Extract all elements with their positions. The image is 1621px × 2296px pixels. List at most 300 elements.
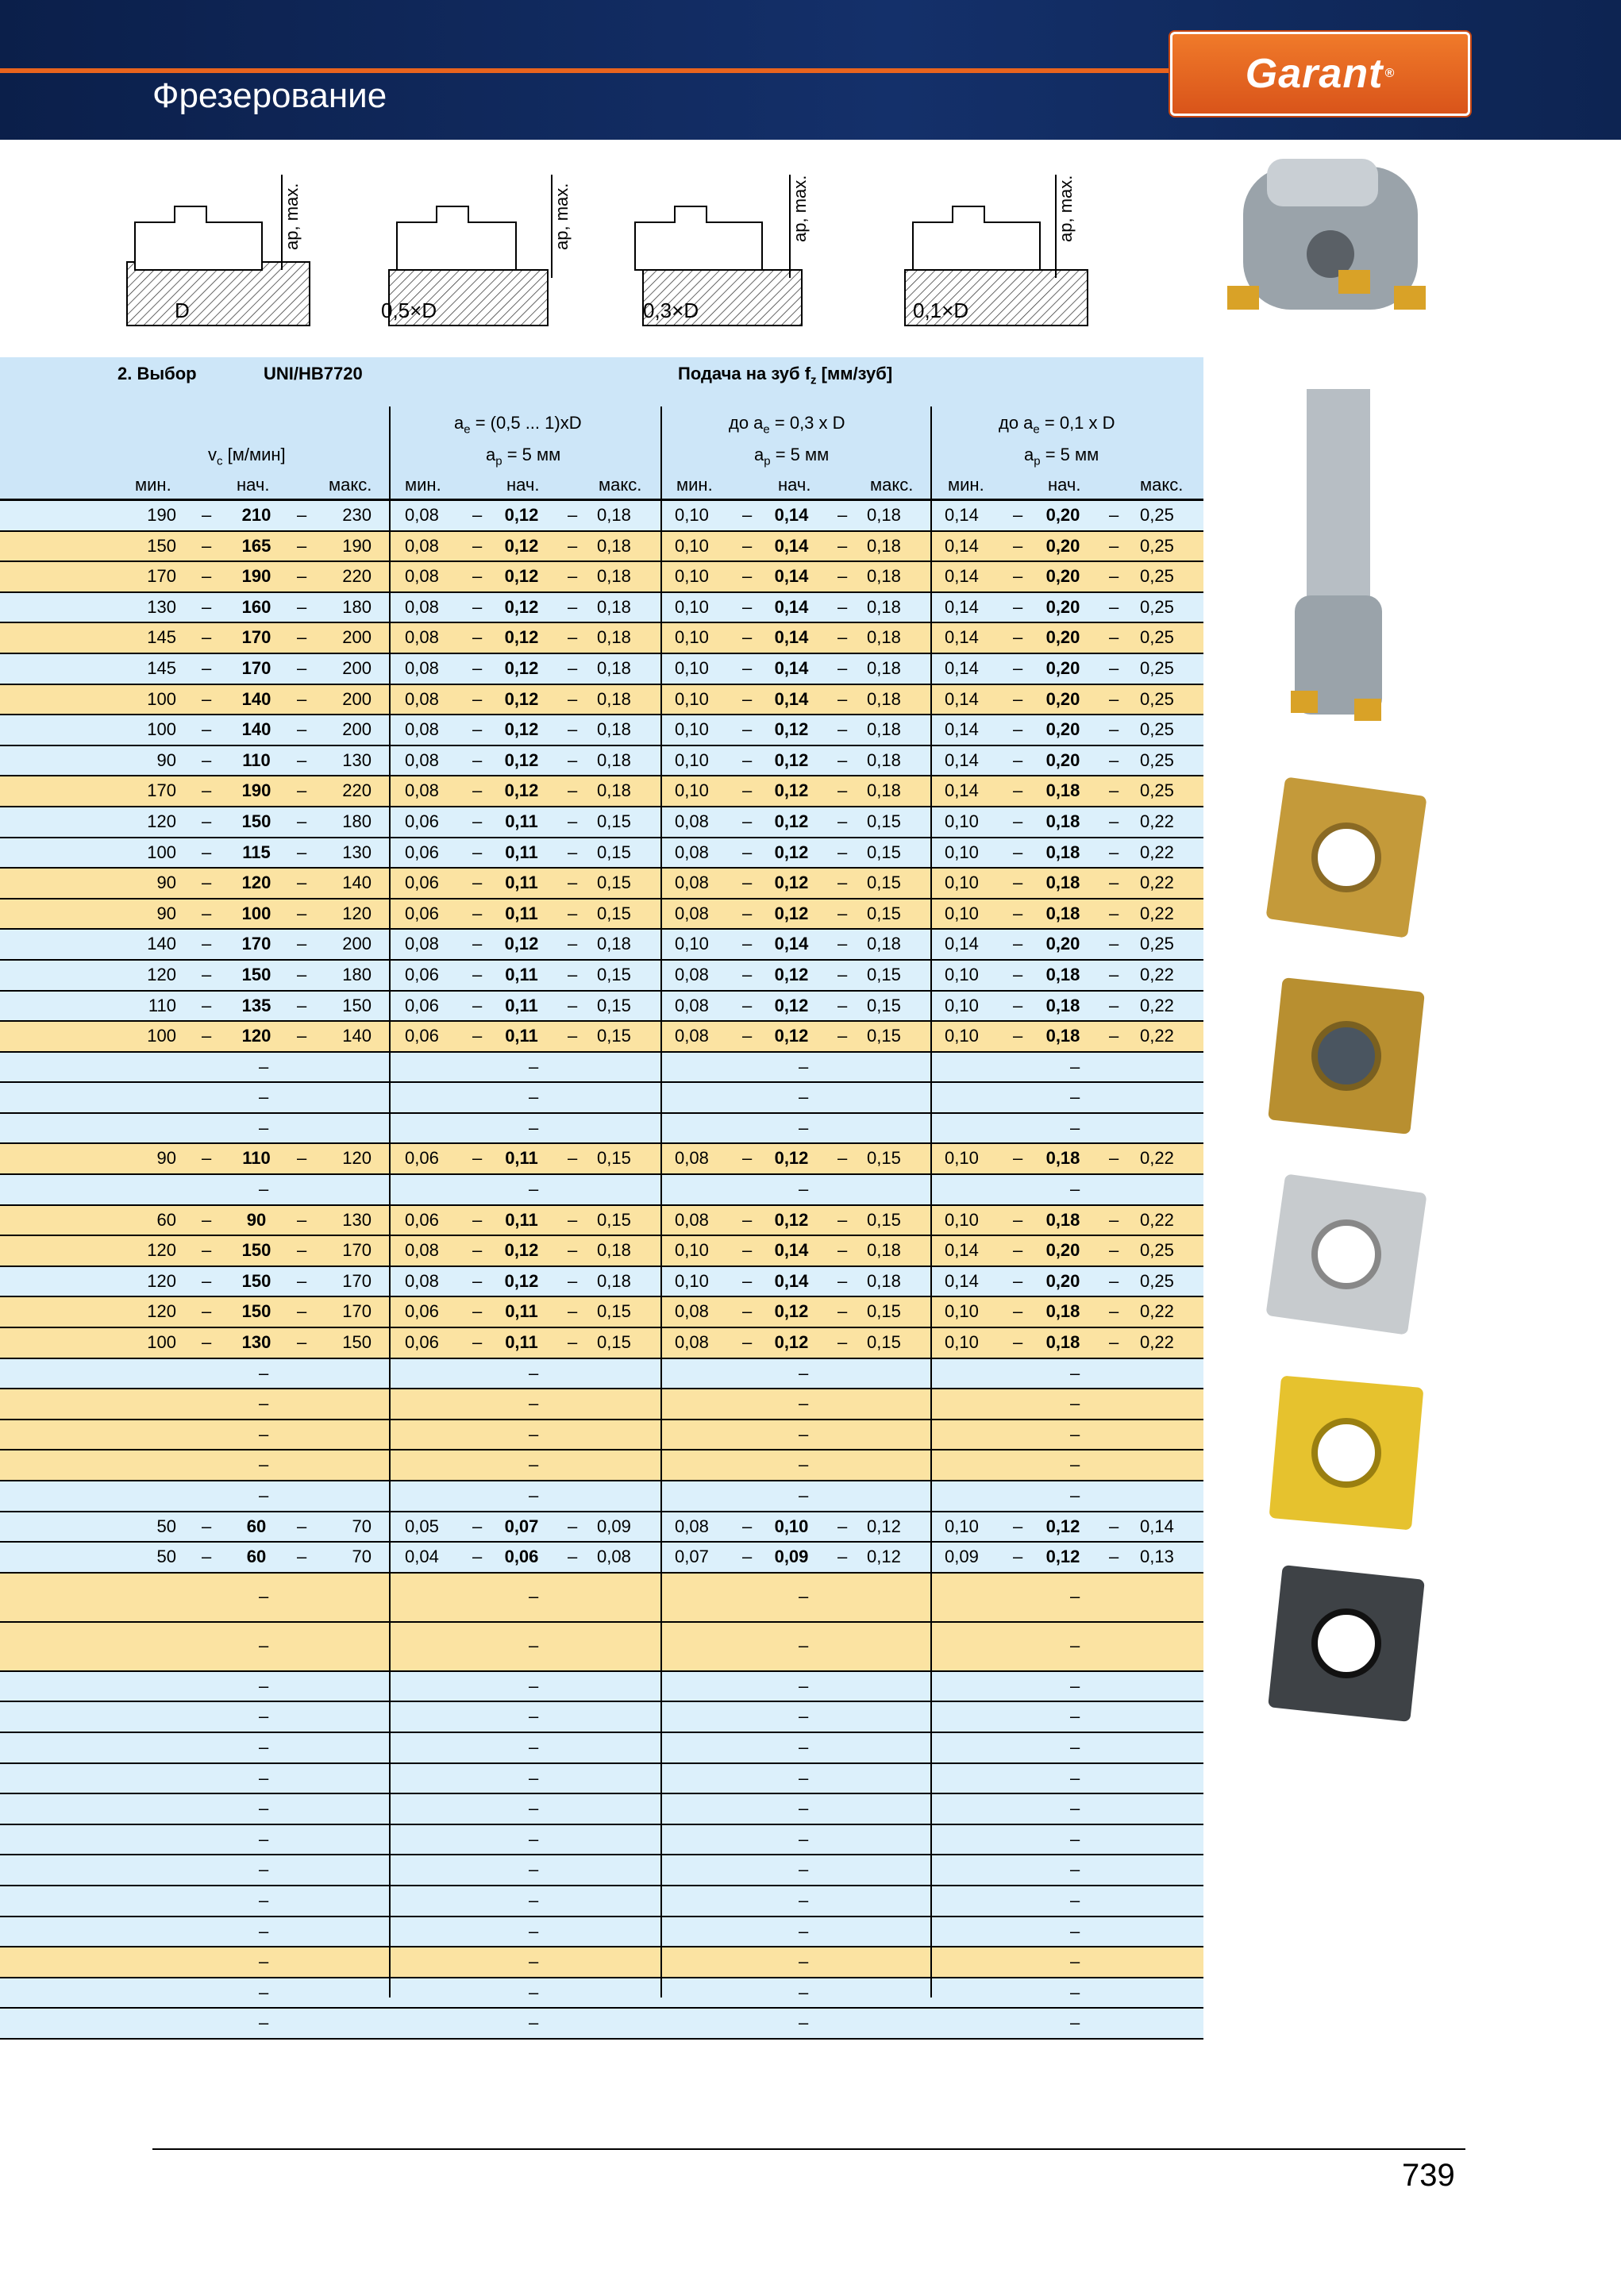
cell-max: 0,18 [597,780,631,801]
cell-max: 0,15 [597,995,631,1015]
table-row [0,961,1203,992]
cell-start: 90 [246,1209,267,1230]
cell-start: 0,12 [504,657,539,678]
cell-dash: – [472,811,483,831]
cell-start: 0,11 [505,1148,538,1169]
empty-dash: – [799,1423,809,1444]
table-row [0,623,1203,654]
cell-dash: – [202,1332,212,1353]
cell-start: 0,20 [1045,566,1080,587]
cell-dash: – [472,1332,483,1353]
garant-logo [1170,32,1470,116]
cell-dash: – [1109,1332,1119,1353]
cell-min: 50 [156,1516,176,1536]
cell-dash: – [742,1209,753,1230]
cell-min: 130 [147,596,176,617]
cell-max: 0,25 [1140,627,1174,648]
empty-dash: – [529,1362,539,1383]
cell-max: 0,25 [1140,657,1174,678]
insert-yellow-image [1269,1375,1423,1530]
table-row [0,1022,1203,1053]
cell-start: 60 [246,1516,267,1536]
table-row [0,1359,1203,1390]
cell-dash: – [297,1301,307,1322]
cell-start: 0,12 [774,1209,809,1230]
cell-dash: – [297,1240,307,1261]
cell-min: 0,10 [675,505,709,525]
empty-dash: – [529,1736,539,1757]
cell-dash: – [202,719,212,740]
cell-max: 0,18 [597,505,631,525]
cell-start: 0,11 [505,995,538,1015]
diagram-depth-2: ap, max. [552,183,572,250]
cell-dash: – [202,903,212,923]
cell-max: 120 [342,903,372,923]
cell-dash: – [742,873,753,893]
cell-max: 120 [342,1148,372,1169]
cell-max: 0,13 [1140,1547,1174,1567]
cell-dash: – [1013,657,1023,678]
empty-dash: – [259,1179,269,1200]
cell-dash: – [297,1148,307,1169]
cell-dash: – [472,1240,483,1261]
cell-start: 0,12 [774,964,809,984]
cell-start: 120 [241,1026,271,1046]
empty-dash: – [1070,1798,1080,1819]
cell-dash: – [568,1240,578,1261]
column-divider [660,406,662,1997]
cell-max: 170 [342,1270,372,1291]
cell-start: 0,12 [774,903,809,923]
cell-start: 0,18 [1045,780,1080,801]
empty-dash: – [259,1982,269,2002]
empty-dash: – [1070,1920,1080,1941]
table-row [0,900,1203,930]
cell-max: 0,22 [1140,1332,1174,1353]
cell-min: 100 [147,1332,176,1353]
cell-dash: – [837,934,848,954]
cell-start: 0,20 [1045,596,1080,617]
cell-dash: – [568,1026,578,1046]
cell-dash: – [297,964,307,984]
cell-max: 0,15 [597,842,631,862]
cell-dash: – [1109,627,1119,648]
cell-dash: – [1013,811,1023,831]
diagram-full-width [127,175,310,326]
cell-start: 120 [241,873,271,893]
cell-start: 0,18 [1045,903,1080,923]
cell-dash: – [837,903,848,923]
empty-dash: – [259,1485,269,1505]
cell-dash: – [297,596,307,617]
col-max-d: макс. [1140,475,1184,495]
cell-min: 0,08 [675,842,709,862]
cell-min: 0,08 [405,657,439,678]
cell-dash: – [1013,1547,1023,1567]
cell-dash: – [837,1332,848,1353]
cell-dash: – [837,535,848,556]
cell-dash: – [472,749,483,770]
cell-start: 0,12 [774,749,809,770]
cell-dash: – [297,1547,307,1567]
table-row [0,2009,1203,2040]
empty-dash: – [259,1635,269,1655]
cell-dash: – [1013,1332,1023,1353]
cell-dash: – [202,1148,212,1169]
cell-start: 0,11 [505,842,538,862]
col-start-a: нач. [506,475,540,495]
cell-min: 0,08 [405,627,439,648]
cell-dash: – [202,873,212,893]
cell-start: 0,12 [774,873,809,893]
empty-dash: – [1070,1951,1080,1972]
cell-start: 0,20 [1045,1270,1080,1291]
cell-start: 0,18 [1045,995,1080,1015]
cell-max: 0,09 [597,1516,631,1536]
diagram-label-3: 0,3×D [643,299,699,322]
cell-start: 0,12 [504,535,539,556]
cell-dash: – [742,1301,753,1322]
cell-max: 150 [342,1332,372,1353]
empty-dash: – [1070,1393,1080,1414]
table-row [0,1144,1203,1175]
cell-start: 0,12 [774,842,809,862]
empty-dash: – [799,1859,809,1880]
table-row [0,1389,1203,1420]
empty-dash: – [529,1675,539,1696]
cell-max: 0,15 [597,811,631,831]
empty-dash: – [529,1454,539,1475]
insert-gold-1-image [1265,776,1427,938]
cell-dash: – [1013,873,1023,893]
cell-dash: – [742,535,753,556]
empty-dash: – [799,1920,809,1941]
cell-min: 0,10 [675,535,709,556]
cell-max: 0,25 [1140,1240,1174,1261]
cell-dash: – [568,1301,578,1322]
cell-start: 0,11 [505,1332,538,1353]
empty-dash: – [529,1859,539,1880]
cell-min: 0,10 [945,873,979,893]
cell-min: 0,10 [675,780,709,801]
feed-label: Подача на зуб $f_z$ [мм/зуб] [678,364,893,387]
cell-start: 0,14 [774,657,809,678]
cell-start: 110 [242,1148,271,1169]
empty-dash: – [1070,1087,1080,1108]
cell-dash: – [472,964,483,984]
cell-min: 0,08 [675,1332,709,1353]
cell-start: 115 [242,842,271,862]
cell-min: 0,06 [405,1148,439,1169]
cell-max: 0,15 [867,1301,901,1322]
empty-dash: – [259,1890,269,1910]
cell-min: 0,14 [945,535,979,556]
cell-min: 0,10 [945,811,979,831]
cell-min: 0,08 [405,566,439,587]
empty-dash: – [1070,2013,1080,2033]
empty-dash: – [1070,1675,1080,1696]
empty-dash: – [1070,1585,1080,1606]
cell-dash: – [1013,505,1023,525]
cell-start: 0,20 [1045,719,1080,740]
cell-start: 0,20 [1045,1240,1080,1261]
cell-dash: – [742,995,753,1015]
empty-dash: – [529,1798,539,1819]
table-row [0,992,1203,1023]
cell-max: 0,18 [867,749,901,770]
cell-max: 180 [342,596,372,617]
empty-dash: – [799,1736,809,1757]
cell-min: 0,06 [405,1332,439,1353]
cell-dash: – [297,719,307,740]
table-row [0,930,1203,961]
cell-max: 0,22 [1140,1026,1174,1046]
col-max-a: макс. [599,475,642,495]
table-row [0,715,1203,746]
vc-label: $v_c$ [м/мин] [208,445,286,468]
cell-dash: – [1109,1301,1119,1322]
table-row [0,1481,1203,1512]
cell-max: 0,14 [1140,1516,1174,1536]
table-row [0,501,1203,532]
table-row [0,685,1203,716]
cell-dash: – [568,964,578,984]
cell-dash: – [742,1516,753,1536]
cell-min: 90 [156,873,176,893]
cell-min: 0,10 [945,903,979,923]
cell-max: 0,18 [867,505,901,525]
cell-min: 0,10 [675,1270,709,1291]
cell-max: 0,15 [867,873,901,893]
empty-dash: – [1070,1179,1080,1200]
cell-max: 0,15 [867,1026,901,1046]
empty-dash: – [529,1635,539,1655]
table-row [0,1267,1203,1298]
cell-min: 0,08 [675,964,709,984]
cell-max: 0,25 [1140,505,1174,525]
cell-start: 0,12 [1045,1516,1080,1536]
cell-max: 0,15 [867,903,901,923]
cell-min: 0,14 [945,719,979,740]
cell-dash: – [1013,596,1023,617]
cell-start: 0,12 [774,1332,809,1353]
cell-start: 0,06 [504,1547,539,1567]
cell-max: 0,15 [867,1332,901,1353]
column-divider [389,406,391,1997]
cell-start: 0,11 [505,1209,538,1230]
empty-dash: – [529,1767,539,1788]
cell-dash: – [297,995,307,1015]
cell-min: 0,08 [405,749,439,770]
cell-start: 0,07 [504,1516,539,1536]
cell-dash: – [472,688,483,709]
brand-reg-mark: ® [1384,67,1396,80]
cell-max: 200 [342,688,372,709]
cell-dash: – [568,1516,578,1536]
table-row [0,1574,1203,1623]
cell-dash: – [1109,1148,1119,1169]
empty-dash: – [1070,1982,1080,2002]
cell-dash: – [837,596,848,617]
cell-max: 0,18 [597,688,631,709]
cell-start: 0,14 [774,596,809,617]
cell-dash: – [742,627,753,648]
cell-dash: – [297,934,307,954]
cell-min: 0,10 [675,566,709,587]
table-body [0,501,1203,2040]
cell-dash: – [1013,1516,1023,1536]
empty-dash: – [799,1798,809,1819]
banner-accent-line [0,68,1183,73]
cell-max: 200 [342,657,372,678]
cell-dash: – [1013,964,1023,984]
cell-max: 0,25 [1140,934,1174,954]
empty-dash: – [1070,1454,1080,1475]
select-label: 2. Выбор [117,364,197,383]
table-row [0,562,1203,593]
table-row [0,1297,1203,1328]
cell-max: 0,15 [597,1148,631,1169]
cell-dash: – [202,657,212,678]
cell-max: 0,18 [867,566,901,587]
cell-min: 0,08 [405,719,439,740]
cell-max: 200 [342,934,372,954]
cell-min: 0,10 [675,657,709,678]
cell-dash: – [1013,1148,1023,1169]
cell-dash: – [1013,1026,1023,1046]
diagram-depth-1: ap, max. [282,183,302,250]
cell-min: 0,14 [945,780,979,801]
cell-max: 130 [342,842,372,862]
cell-dash: – [297,657,307,678]
cell-max: 0,18 [867,934,901,954]
cell-min: 100 [147,719,176,740]
cell-min: 0,06 [405,964,439,984]
cell-dash: – [837,688,848,709]
empty-dash: – [529,1920,539,1941]
empty-dash: – [1070,1485,1080,1505]
empty-dash: – [259,1362,269,1383]
cell-dash: – [472,995,483,1015]
cell-min: 120 [147,1270,176,1291]
cell-start: 0,11 [505,964,538,984]
cell-dash: – [1013,903,1023,923]
cell-dash: – [1109,566,1119,587]
cell-max: 220 [342,780,372,801]
cell-dash: – [202,842,212,862]
cell-dash: – [568,535,578,556]
cell-start: 0,20 [1045,657,1080,678]
cell-start: 0,12 [774,780,809,801]
cell-dash: – [472,1516,483,1536]
cell-start: 150 [241,1270,271,1291]
col-start-b: нач. [778,475,811,495]
cell-start: 170 [241,934,271,954]
cell-dash: – [568,903,578,923]
col-min-a: мин. [405,475,441,495]
empty-dash: – [529,1706,539,1727]
cell-dash: – [742,688,753,709]
empty-dash: – [799,1179,809,1200]
cell-min: 170 [147,566,176,587]
diagram-third-width [635,175,810,326]
header-banner [0,0,1621,140]
group-3-line2: $a_p = 5$ мм [1024,445,1099,468]
cell-start: 0,14 [774,627,809,648]
cell-dash: – [297,1209,307,1230]
empty-dash: – [799,1675,809,1696]
cell-max: 130 [342,749,372,770]
table-row [0,1855,1203,1886]
cell-dash: – [202,780,212,801]
cell-dash: – [1109,1026,1119,1046]
cell-max: 0,18 [867,1240,901,1261]
cell-start: 0,12 [774,1026,809,1046]
empty-dash: – [259,1920,269,1941]
cell-dash: – [837,1148,848,1169]
cell-dash: – [1109,964,1119,984]
cell-dash: – [837,1240,848,1261]
cell-dash: – [742,934,753,954]
cell-dash: – [742,842,753,862]
empty-dash: – [529,1087,539,1108]
cell-max: 0,15 [597,1301,631,1322]
cell-min: 0,10 [945,1332,979,1353]
cell-dash: – [472,535,483,556]
cell-start: 0,12 [504,1240,539,1261]
cell-dash: – [297,535,307,556]
cell-max: 0,18 [597,657,631,678]
cell-min: 0,10 [945,1209,979,1230]
cell-max: 0,25 [1140,719,1174,740]
cell-dash: – [1109,1240,1119,1261]
cell-dash: – [1013,934,1023,954]
cell-min: 145 [147,627,176,648]
empty-dash: – [529,1117,539,1138]
cell-dash: – [568,749,578,770]
insert-silver-image [1265,1173,1427,1335]
cell-dash: – [568,566,578,587]
cell-dash: – [568,505,578,525]
cell-max: 0,22 [1140,842,1174,862]
cell-min: 90 [156,1148,176,1169]
cell-dash: – [837,873,848,893]
cell-max: 200 [342,719,372,740]
cell-max: 0,15 [597,1332,631,1353]
table-row [0,1794,1203,1825]
cell-start: 0,20 [1045,505,1080,525]
cutting-diagrams [111,151,1111,349]
cell-dash: – [1109,596,1119,617]
cell-max: 0,25 [1140,1270,1174,1291]
cell-max: 0,18 [597,1240,631,1261]
empty-dash: – [259,1117,269,1138]
cell-dash: – [202,566,212,587]
cell-dash: – [297,1270,307,1291]
cell-dash: – [1109,995,1119,1015]
cell-dash: – [742,505,753,525]
cell-dash: – [472,1270,483,1291]
cell-dash: – [1109,1209,1119,1230]
cell-min: 0,14 [945,749,979,770]
cell-min: 0,08 [675,873,709,893]
cell-dash: – [568,842,578,862]
cell-dash: – [472,934,483,954]
empty-dash: – [1070,1635,1080,1655]
group-1-line2: $a_p = 5$ мм [486,445,561,468]
cell-max: 0,18 [867,780,901,801]
page-number: 739 [1402,2158,1455,2193]
